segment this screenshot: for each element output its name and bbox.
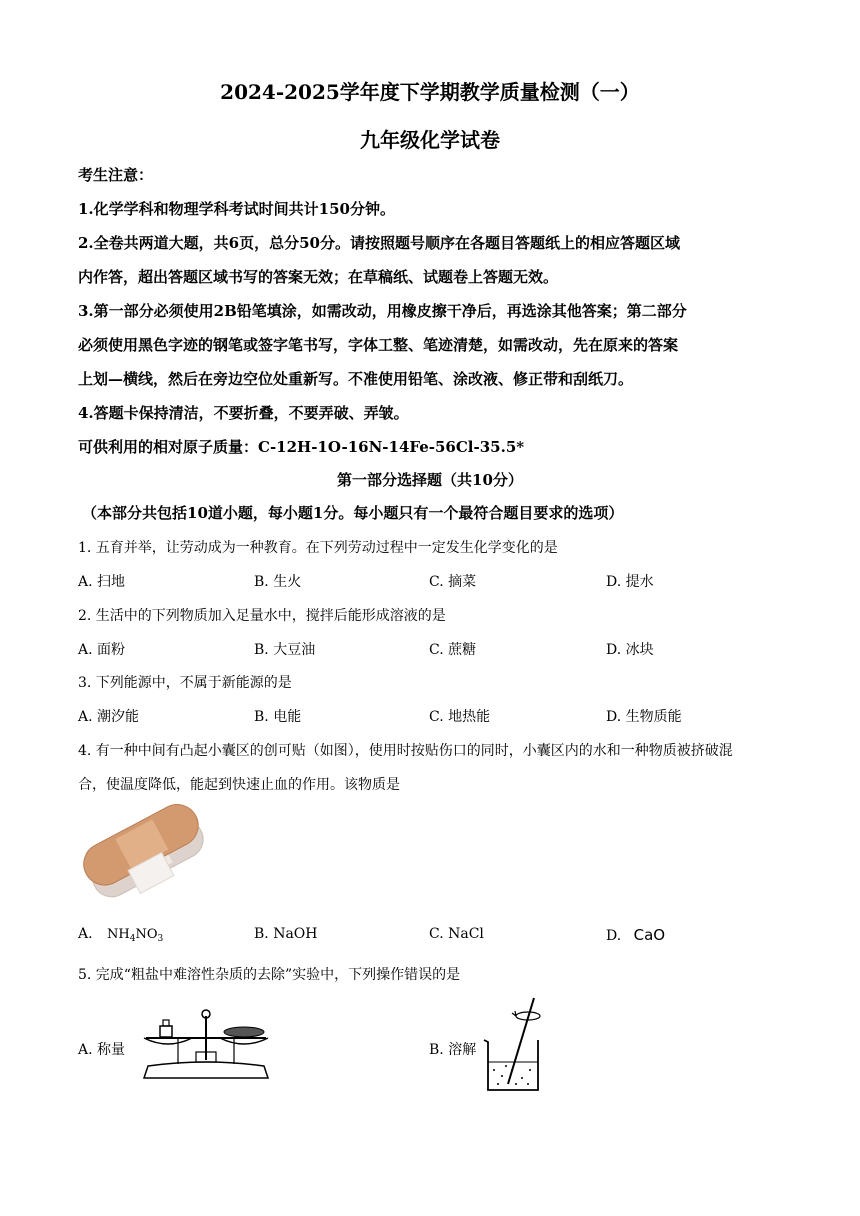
question-4-stem-line-2: 合，使温度降低，能起到快速止血的作用。该物质是 [78, 777, 400, 793]
notice-item-1: 1.化学学科和物理学科考试时间共计150分钟。 [78, 200, 395, 218]
option-d-label: D. [606, 928, 622, 944]
bandage-image [80, 800, 212, 910]
question-1-option-b: B. 生火 [254, 574, 302, 590]
question-2-option-c: C. 蔗糖 [429, 642, 477, 658]
beaker-stirring-image [478, 996, 548, 1096]
notice-item-3-line-2: 必须使用黑色字迹的钢笔或签字笔书写，字体工整、笔迹清楚，如需改动，先在原来的答案 [78, 336, 679, 354]
notice-item-3-line-3: 上划—横线，然后在旁边空位处重新写。不准使用铅笔、涂改液、修正带和刮纸刀。 [78, 370, 634, 388]
ammonium-nitrate-formula: $NH_4NO_3$ [107, 927, 164, 944]
notice-item-3-line-1: 3.第一部分必须使用2B铅笔填涂，如需改动，用橡皮擦干净后，再选涂其他答案；第二部分 [78, 302, 687, 320]
question-2-option-d: D. 冰块 [606, 642, 654, 658]
exam-title: 2024-2025学年度下学期教学质量检测（一） [220, 80, 640, 104]
notice-item-2-line-2: 内作答，超出答题区域书写的答案无效；在草稿纸、试题卷上答题无效。 [78, 268, 559, 286]
question-1-option-a: A. 扫地 [78, 574, 126, 590]
question-3-option-b: B. 电能 [254, 709, 302, 725]
question-4-option-b: B. NaOH [254, 926, 318, 942]
question-4-option-d [606, 926, 665, 944]
question-1-stem: 1. 五育并举，让劳动成为一种教育。在下列劳动过程中一定发生化学变化的是 [78, 540, 558, 556]
atomic-masses: 可供利用的相对原子质量：C-12H-1O-16N-14Fe-56Cl-35.5* [78, 438, 525, 456]
question-5-option-a: A. 称量 [78, 1042, 126, 1058]
calcium-oxide-formula: CaO [633, 926, 666, 944]
question-1-option-d: D. 提水 [606, 574, 654, 590]
option-a-label: A. [78, 926, 93, 942]
question-3-option-c: C. 地热能 [429, 709, 491, 725]
question-2-option-b: B. 大豆油 [254, 642, 316, 658]
notice-item-2-line-1: 2.全卷共两道大题，共6页，总分50分。请按照题号顺序在各题目答题纸上的相应答题区域 [78, 234, 680, 252]
question-3-option-a: A. 潮汐能 [78, 709, 140, 725]
question-3-stem: 3. 下列能源中，不属于新能源的是 [78, 675, 292, 691]
question-4-stem-line-1: 4. 有一种中间有凸起小囊区的创可贴（如图），使用时按贴伤口的同时，小囊区内的水和一种物质被挤破混 [78, 743, 733, 759]
question-4-option-a [78, 926, 163, 944]
question-2-stem: 2. 生活中的下列物质加入足量水中，搅拌后能形成溶液的是 [78, 608, 446, 624]
notice-heading: 考生注意： [78, 166, 154, 184]
question-5-stem: 5. 完成“粗盐中难溶性杂质的去除”实验中，下列操作错误的是 [78, 967, 461, 983]
balance-scale-image [138, 1004, 274, 1084]
question-4-option-c: C. NaCl [429, 926, 484, 942]
notice-item-4: 4.答题卡保持清洁，不要折叠，不要弄破、弄皱。 [78, 404, 409, 422]
question-2-option-a: A. 面粉 [78, 642, 126, 658]
question-3-option-d: D. 生物质能 [606, 709, 682, 725]
exam-subtitle: 九年级化学试卷 [360, 128, 500, 152]
section-heading: 第一部分选择题（共10分） [337, 471, 523, 489]
section-instructions: （本部分共包括10道小题，每小题1分。每小题只有一个最符合题目要求的选项） [82, 504, 624, 522]
question-5-option-b: B. 溶解 [429, 1042, 477, 1058]
question-1-option-c: C. 摘菜 [429, 574, 477, 590]
